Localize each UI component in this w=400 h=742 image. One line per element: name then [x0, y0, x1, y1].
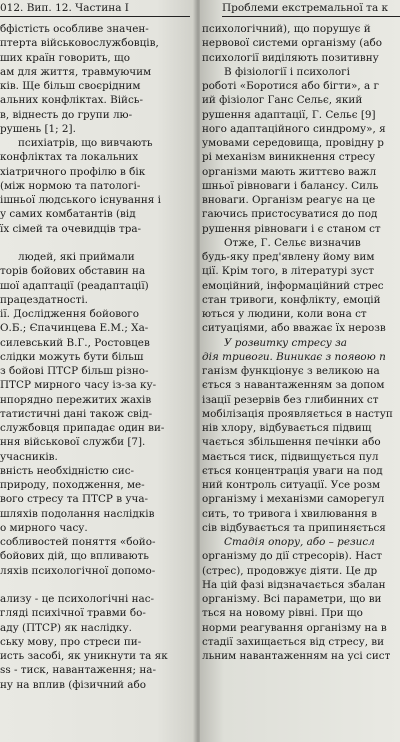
right-text-line: мобілізація проявляється в наступ	[202, 407, 393, 420]
left-text-line: торів бойових обставин на	[0, 265, 146, 278]
left-text-line: (між нормою та патологі-	[0, 179, 141, 192]
right-text-line: роботі «Боротися або бігти», а г	[202, 80, 379, 92]
right-text-line: ться на новому рівні. При що	[202, 607, 363, 620]
right-page	[200, 0, 400, 742]
right-text-line: ються у людини, коли вона ст	[202, 308, 367, 320]
left-text-line: у самих комбатантів (від	[0, 208, 136, 221]
left-text-line	[0, 578, 168, 592]
left-text-line: психіатрів, що вивчають	[18, 137, 153, 149]
left-text-line: ння військової служби [7].	[0, 436, 146, 449]
left-text-line: собливостей поняття «бойо-	[0, 536, 156, 548]
left-text-line: ішньої людського існування і	[0, 194, 161, 206]
left-text-line: ську мову, про стреси пи-	[0, 635, 142, 648]
right-text-line: психологічний), що порушує й	[202, 23, 371, 35]
left-text-line: конфліктах та локальних	[0, 151, 139, 164]
left-running-head: 012. Вип. 12. Частина І	[0, 2, 190, 17]
right-text-line: організму до дії стресорів). Наст	[202, 550, 383, 563]
left-text-line: службовця припадає один ви-	[0, 422, 165, 434]
left-text-line: птерта військовослужбовців,	[0, 37, 159, 50]
left-text-line: татистичні дані також свід-	[0, 407, 153, 420]
right-text-line: сить, то тривога і хвилювання в	[202, 507, 377, 520]
left-text-line: з бойові ПТСР більш різно-	[0, 365, 149, 377]
right-text-line: стадії захищається від стресу, ви	[202, 635, 385, 648]
right-text-line: рушення рівноваги і є станом ст	[202, 222, 381, 235]
left-text-line: ії. Дослідження бойового	[0, 308, 140, 320]
right-text-line: сів відбувається та припиняється	[202, 521, 386, 534]
right-text-line: Стадія опору, або – резисл	[224, 536, 375, 548]
left-text-line: аду (ПТСР) як наслідку.	[0, 621, 132, 634]
left-text-line: ализу - це психологічні нас-	[0, 593, 155, 605]
left-text-line: альних конфліктах. Війсь-	[0, 94, 143, 107]
right-text-line: психології виділяють позитивну	[202, 51, 379, 64]
right-text-line: рушення адаптації, Г. Сельє [9]	[202, 108, 376, 121]
right-text-line: емоційний, інформаційний стрес	[202, 279, 384, 292]
left-text-line: силевський В.Г., Ростовцев	[0, 336, 150, 349]
left-text-line: ків. Ще більш своєрідним	[0, 80, 141, 92]
right-text-line: У розвитку стресу за	[224, 336, 347, 349]
left-text-line: ну на вплив (фізичний або	[0, 678, 146, 691]
left-text-line: о мирного часу.	[0, 521, 88, 534]
left-text-line: людей, які приймали	[18, 251, 135, 263]
left-text-line: ПТСР мирного часу із-за ку-	[0, 379, 157, 392]
right-text-line: нів хлору, відбувається підвищ	[202, 422, 372, 434]
right-text-line: рі механізм виникнення стресу	[202, 151, 376, 164]
right-text-line: Отже, Г. Сельє визначив	[224, 236, 361, 249]
right-text-line: мається тиск, підвищується пул	[202, 450, 379, 463]
left-text-line: бойових дій, що впливають	[0, 550, 149, 563]
left-text-line: ам для життя, травмуючим	[0, 65, 152, 78]
left-text-line: рушень [1; 2].	[0, 122, 76, 135]
left-text-line: учасників.	[0, 450, 58, 463]
right-text-line: дія тривоги. Виникає з появою п	[202, 350, 386, 363]
left-text-line: природу, походження, ме-	[0, 479, 145, 491]
right-text-line: ий фізіолог Ганс Сельє, який	[202, 94, 363, 107]
right-text-line: організми мають життєво важл	[202, 165, 377, 178]
left-text-line: исть засобі, як уникнути та як	[0, 650, 168, 662]
left-page	[0, 0, 196, 742]
right-body-text	[202, 22, 393, 663]
right-text-line: норми реагування організму на в	[202, 621, 387, 634]
right-text-line: ізації резервів без глибинних ст	[202, 393, 379, 406]
right-text-line: ції. Крім того, в літературі зуст	[202, 265, 374, 278]
right-text-line: льним навантаженням на усі сист	[202, 650, 391, 662]
right-text-line: вноваги. Організм реагує на це	[202, 194, 376, 206]
right-text-line: умовами середовища, провідну р	[202, 137, 384, 149]
left-text-line: ss - тиск, навантаження; на-	[0, 664, 156, 677]
right-text-line: ється концентрація уваги на под	[202, 464, 383, 477]
right-text-line: організму і механізми саморегул	[202, 493, 385, 506]
right-text-line: На цій фазі відзначається збалан	[202, 578, 386, 591]
left-text-line: О.Б.; Єпачинцева Е.М.; Ха-	[0, 322, 149, 335]
left-text-line: гляді психічної травми бо-	[0, 607, 146, 620]
left-text-line: хіатричного профілю в бік	[0, 165, 146, 178]
left-text-line: шляхів подолання наслідків	[0, 507, 155, 520]
right-text-line: стан тривоги, конфлікту, емоцій	[202, 293, 381, 306]
left-text-line: слідки можуть бути більш	[0, 350, 144, 363]
right-text-line: В фізіології і психологі	[224, 65, 350, 78]
left-text-line: ших країн говорить, що	[0, 51, 130, 64]
right-text-line: ситуаціями, або вважає їх нерозв	[202, 322, 386, 335]
left-text-line: вого стресу та ПТСР в уча-	[0, 493, 149, 506]
left-text-line: їх сімей та очевидців тра-	[0, 222, 142, 235]
left-text-line: нпорядно пережитих жахів	[0, 393, 152, 406]
right-text-line: шньої рівноваги і балансу. Силь	[202, 179, 379, 192]
left-text-line	[0, 236, 168, 250]
right-text-line: організму. Всі параметри, що ви	[202, 593, 382, 605]
right-text-line: ного адаптаційного синдрому», я	[202, 122, 386, 135]
right-text-line: будь-яку пред'явлену йому вим	[202, 251, 375, 263]
right-text-line: гаючись пристосуватися до под	[202, 208, 378, 221]
right-text-line: ний контроль ситуації. Усе розм	[202, 479, 381, 491]
left-text-line: шої адаптації (реадаптації)	[0, 279, 149, 292]
left-text-line: ляхів психологічної допомо-	[0, 564, 156, 577]
right-text-line: (стрес), продовжує діяти. Це др	[202, 564, 378, 577]
left-text-line: в, віднесть до групи лю-	[0, 108, 133, 121]
left-text-line: вність необхідністю сис-	[0, 464, 135, 477]
left-text-line: бфістість особливе значен-	[0, 23, 149, 35]
left-body-text	[0, 22, 168, 692]
right-running-head: Проблеми екстремальної та к	[222, 2, 400, 17]
right-text-line: ганізм функціонує з великою на	[202, 365, 380, 377]
right-text-line: ється з навантаженням за допом	[202, 379, 385, 392]
right-text-line: чається збільшення печінки або	[202, 436, 381, 449]
left-text-line: працездатності.	[0, 293, 88, 306]
right-text-line: нервової системи організму (або	[202, 37, 383, 50]
